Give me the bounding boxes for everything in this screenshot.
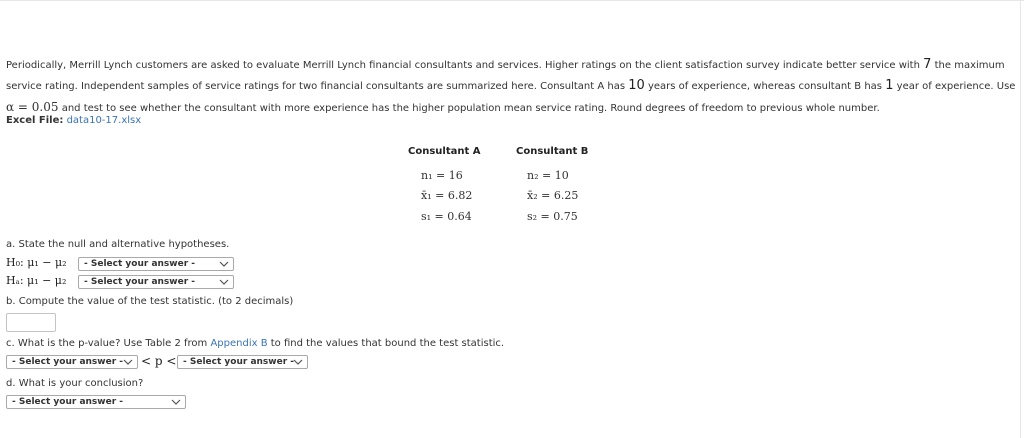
part-b-label: b. Compute the value of the test statistic. (to 2 decimals) [6,296,294,307]
intro-text-4: year of experience. Use [896,81,1016,92]
consultant-b-header: Consultant B [516,146,589,157]
right-divider [1020,0,1021,438]
years-b-value: 1 [885,78,894,93]
intro-text-5: and test to see whether the consultant with more experience has the higher population mean service rating. Round degrees of freedom to previous whole number. [61,103,880,114]
s2-cell: s₂ = 0.75 [527,210,578,223]
max-rating-value: 7 [923,57,932,72]
chevron-down-icon [293,358,303,366]
part-d-label: d. What is your conclusion? [6,378,144,389]
part-c-text-1: c. What is the p-value? Use Table 2 from [6,338,208,349]
problem-statement [6,55,1016,119]
p-value-upper-select[interactable] [177,355,308,369]
p-inequality: < p < [141,354,177,368]
top-divider [0,0,1024,1]
ha-expression: Hₐ: μ₁ − μ₂ [6,274,67,287]
appendix-b-link[interactable]: Appendix B [210,338,268,349]
part-a-label: a. State the null and alternative hypotheses. [6,239,230,250]
chevron-down-icon [123,358,133,366]
excel-file-label: Excel File: [6,115,64,126]
xbar1-cell: x̄₁ = 6.82 [421,189,473,202]
p-value-lower-select[interactable] [6,355,138,369]
test-statistic-input[interactable] [6,313,56,332]
excel-file-line [6,115,141,126]
conclusion-select[interactable] [6,395,186,409]
part-c-label [6,338,504,349]
alpha-expression: α = 0.05 [6,100,59,114]
conclusion-select-value: - Select your answer - [12,397,124,407]
ha-select-value: - Select your answer - [84,277,196,287]
chevron-down-icon [171,398,181,406]
n2-cell: n₂ = 10 [527,169,569,182]
chevron-down-icon [219,260,229,268]
h0-expression: H₀: μ₁ − μ₂ [6,256,67,269]
p-lower-select-value: - Select your answer - [12,357,124,367]
xbar2-cell: x̄₂ = 6.25 [527,189,579,202]
intro-text-2: the maximum service rating. Independent samples of service ratings for two financial consultants are summarized here. Consultant A has [6,60,1005,92]
part-c-text-2: to find the values that bound the test statistic. [270,338,505,349]
p-upper-select-value: - Select your answer - [183,357,295,367]
consultant-a-header: Consultant A [408,146,481,157]
chevron-down-icon [219,278,229,286]
h0-select[interactable] [78,257,234,271]
s1-cell: s₁ = 0.64 [421,210,472,223]
intro-text-3: years of experience, whereas consultant B has [647,81,882,92]
excel-file-link[interactable]: data10-17.xlsx [66,115,142,126]
n1-cell: n₁ = 16 [421,169,463,182]
intro-text-1: Periodically, Merrill Lynch customers are asked to evaluate Merrill Lynch financial consultants and services. Higher ratings on the client satisfaction survey indicate better service with [6,60,920,71]
years-a-value: 10 [628,78,645,93]
ha-select[interactable] [78,275,234,289]
h0-select-value: - Select your answer - [84,259,196,269]
